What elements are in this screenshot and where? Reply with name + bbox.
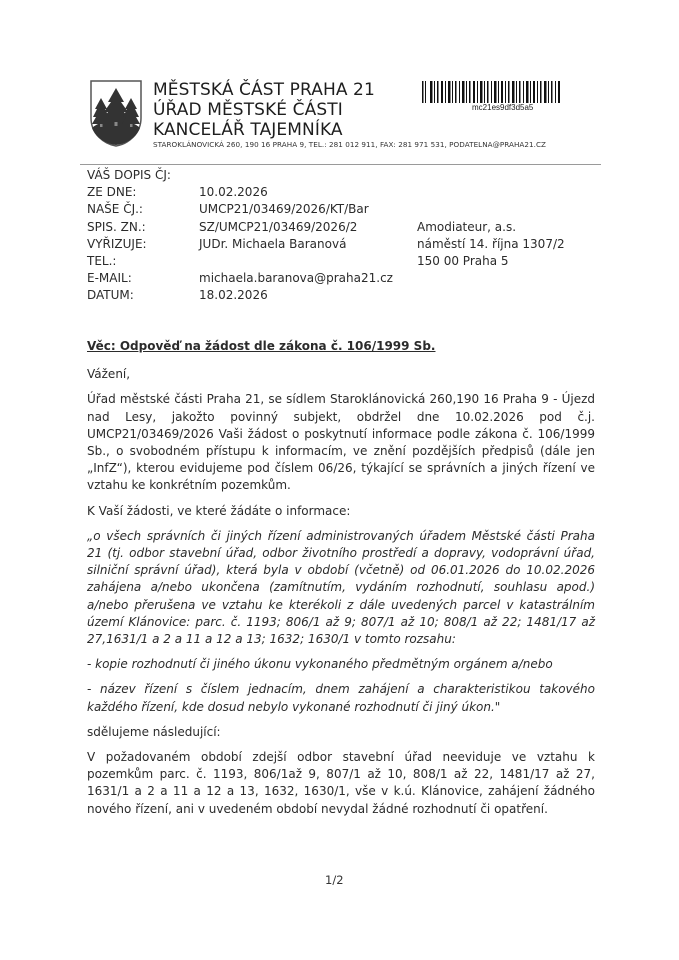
- quoted-item-2: - název řízení s číslem jednacím, dnem zahájení a charakteristikou takového každého řízení, kde dosud nebylo vykonané rozhodnutí či jiný úkon.": [87, 682, 595, 714]
- meta-label: TEL.:: [87, 253, 117, 268]
- meta-label: DATUM:: [87, 288, 134, 303]
- meta-label: VÁŠ DOPIS ČJ:: [87, 168, 171, 182]
- org-contact: STAROKLÁNOVICKÁ 260, 190 16 PRAHA 9, TEL.: 281 012 911, FAX: 281 971 531, PODATELNA@PRAHA21.CZ: [153, 140, 546, 149]
- meta-label: NAŠE ČJ.:: [87, 202, 143, 217]
- org-line-1: MĚSTSKÁ ČÁST PRAHA 21: [153, 80, 375, 100]
- request-intro: K Vaší žádosti, ve které žádáte o informace:: [87, 503, 351, 518]
- quoted-item-1: - kopie rozhodnutí či jiného úkonu vykonaného předmětným orgánem a/nebo: [87, 657, 553, 672]
- letter-body: [87, 338, 595, 826]
- email-link[interactable]: michaela.baranova@praha21.cz: [199, 271, 393, 286]
- meta-value: 18.02.2026: [199, 288, 268, 303]
- salutation: Vážení,: [87, 367, 131, 382]
- barcode-text: mc21es9df3d5a5: [472, 103, 534, 112]
- addressee-name: Amodiateur, a.s.: [417, 220, 517, 234]
- addressee-block: [417, 219, 565, 271]
- org-line-3: KANCELÁŘ TAJEMNÍKA: [153, 120, 343, 140]
- addressee-street: náměstí 14. října 1307/2: [417, 237, 565, 252]
- meta-value: SZ/UMCP21/03469/2026/2: [199, 219, 358, 234]
- coat-of-arms-icon: [88, 78, 144, 148]
- meta-value: UMCP21/03469/2026/KT/Bar: [199, 202, 369, 217]
- meta-label: E-MAIL:: [87, 271, 132, 286]
- intro-paragraph: Úřad městské části Praha 21, se sídlem Staroklánovická 260,190 16 Praha 9 - Újezd nad Lesy, jakožto povinný subjekt, obdržel dne 10.02.2026 pod č.j. UMCP21/03469/2026 Vaši žádost o poskytnutí informace podle zákona č. 106/1999 Sb., o svobodném přístupu k informacím, ve znění pozdějších předpisů (dále jen „InfZ“), kterou evidujeme pod číslem 06/26, týkající se správních a jiných řízení ve vztahu ke konkrétním pozemkům.: [87, 392, 595, 493]
- meta-label: SPIS. ZN.:: [87, 219, 146, 234]
- meta-value: JUDr. Michaela Baranová: [199, 236, 347, 251]
- response-paragraph: V požadovaném období zdejší odbor stavební úřad neeviduje ve vztahu k pozemkům parc. č. 1193, 806/1až 9, 807/1 až 10, 808/1 až 22, 1481/17 až 27, 1631/1 a 2 a 11 a 12 a 13, 1632, 1630/1, vše v k.ú. Klánovice, zahájení žádného nového řízení, ani v uvedeném období nevydal žádné rozhodnutí či opatření.: [87, 750, 595, 816]
- subject-line: Věc: Odpověď na žádost dle zákona č. 106/1999 Sb.: [87, 339, 436, 353]
- meta-label: VYŘIZUJE:: [87, 236, 147, 251]
- meta-value: 10.02.2026: [199, 185, 268, 200]
- barcode-icon: [422, 81, 562, 103]
- meta-label: ZE DNE:: [87, 185, 137, 200]
- addressee-city: 150 00 Praha 5: [417, 254, 509, 269]
- page-number: 1/2: [325, 873, 344, 887]
- response-intro: sdělujeme následující:: [87, 724, 221, 739]
- header-divider: [80, 164, 601, 165]
- quoted-request: „o všech správních či jiných řízení administrovaných úřadem Městské části Praha 21 (tj. odbor stavební úřad, odbor životního prostředí a dopravy, vodoprávní úřad, silniční správní úřad), která byla v období (včetně) od 06.01.2026 do 10.02.2026 zahájena a/nebo ukončena (zamítnutím, vydáním rozhodnutí, souhlasu apod.) a/nebo přerušena ve vztahu ke kterékoli z dále uvedených parcel v katastrálním území Klánovice: parc. č. 1193; 806/1 až 9; 807/1 až 10; 808/1 až 22; 1481/17 až 27,1631/1 a 2 a 11 a 12 a 13; 1632; 1630/1 v tomto rozsahu:: [87, 528, 595, 647]
- org-line-2: ÚŘAD MĚSTSKÉ ČÁSTI: [153, 100, 343, 120]
- organization-name: [153, 80, 375, 140]
